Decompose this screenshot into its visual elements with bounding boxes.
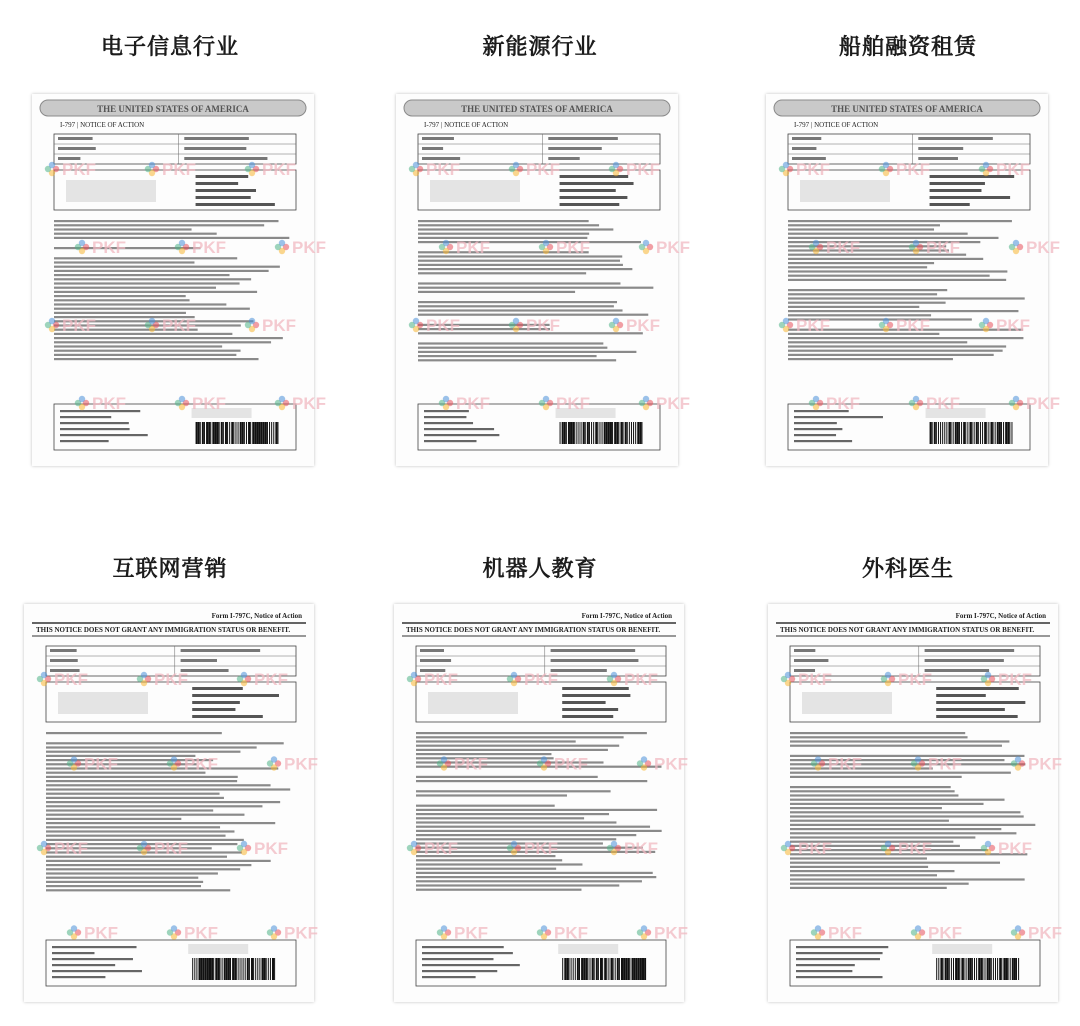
svg-text:PKF: PKF	[92, 238, 126, 257]
pkf-watermark	[237, 839, 288, 858]
pkf-watermark	[145, 160, 196, 179]
svg-text:PKF: PKF	[54, 670, 88, 689]
pkf-watermark	[1011, 924, 1062, 943]
form-title: Form I-797C, Notice of Action	[211, 612, 302, 620]
svg-text:PKF: PKF	[524, 670, 558, 689]
svg-text:PKF: PKF	[896, 316, 930, 335]
pkf-watermark	[45, 160, 96, 179]
svg-text:PKF: PKF	[626, 160, 660, 179]
svg-text:PKF: PKF	[426, 316, 460, 335]
svg-text:PKF: PKF	[998, 670, 1032, 689]
svg-text:PKF: PKF	[84, 923, 118, 943]
svg-text:PKF: PKF	[262, 160, 296, 179]
svg-text:PKF: PKF	[154, 839, 188, 858]
pkf-watermark	[609, 160, 660, 179]
svg-text:PKF: PKF	[656, 238, 690, 257]
svg-text:PKF: PKF	[554, 754, 588, 774]
pkf-watermark	[245, 316, 296, 335]
pkf-watermark	[267, 924, 318, 943]
svg-text:PKF: PKF	[424, 839, 458, 858]
card-title: 外科医生	[861, 557, 954, 582]
svg-text:PKF: PKF	[192, 394, 226, 413]
svg-text:PKF: PKF	[654, 754, 688, 774]
document-scan	[396, 94, 690, 466]
svg-text:PKF: PKF	[554, 923, 588, 943]
svg-text:PKF: PKF	[926, 394, 960, 413]
pkf-watermark	[439, 238, 490, 257]
svg-text:PKF: PKF	[262, 316, 296, 335]
pkf-watermark	[879, 160, 930, 179]
svg-text:PKF: PKF	[254, 670, 288, 689]
document-scan	[394, 604, 688, 1002]
form-title: I-797 | NOTICE OF ACTION	[794, 121, 879, 129]
pkf-watermark	[909, 238, 960, 257]
pkf-watermark	[275, 238, 326, 257]
svg-text:PKF: PKF	[456, 238, 490, 257]
pkf-watermark	[779, 160, 830, 179]
pkf-watermark	[407, 670, 458, 689]
svg-text:PKF: PKF	[928, 923, 962, 943]
svg-text:PKF: PKF	[626, 316, 660, 335]
svg-text:PKF: PKF	[284, 923, 318, 943]
svg-text:PKF: PKF	[998, 839, 1032, 858]
document-scan	[24, 604, 318, 1002]
svg-text:PKF: PKF	[1028, 923, 1062, 943]
svg-text:PKF: PKF	[524, 839, 558, 858]
pkf-watermark	[167, 924, 218, 943]
svg-text:PKF: PKF	[796, 316, 830, 335]
svg-text:PKF: PKF	[1028, 754, 1062, 774]
pkf-watermark	[267, 755, 318, 774]
pkf-watermark	[409, 316, 460, 335]
svg-text:PKF: PKF	[798, 670, 832, 689]
pkf-watermark	[539, 238, 590, 257]
form-title: I-797 | NOTICE OF ACTION	[424, 121, 509, 129]
pkf-watermark	[137, 670, 188, 689]
header-text: THIS NOTICE DOES NOT GRANT ANY IMMIGRATION STATUS OR BENEFIT.	[406, 626, 661, 634]
pkf-watermark	[909, 394, 960, 413]
header-text: THE UNITED STATES OF AMERICA	[97, 104, 249, 114]
svg-text:PKF: PKF	[654, 923, 688, 943]
svg-text:PKF: PKF	[62, 160, 96, 179]
pkf-watermark	[507, 670, 558, 689]
card-title: 新能源行业	[482, 35, 598, 60]
svg-text:PKF: PKF	[898, 670, 932, 689]
document-scan	[766, 94, 1060, 466]
pkf-watermark	[539, 394, 590, 413]
svg-text:PKF: PKF	[826, 238, 860, 257]
svg-text:PKF: PKF	[292, 394, 326, 413]
card-title: 船舶融资租赁	[838, 35, 977, 60]
pkf-watermark	[911, 924, 962, 943]
svg-text:PKF: PKF	[424, 670, 458, 689]
pkf-watermark	[811, 924, 862, 943]
svg-text:PKF: PKF	[1026, 394, 1060, 413]
document-thumbnail[interactable]	[766, 94, 1060, 466]
svg-text:PKF: PKF	[624, 839, 658, 858]
svg-text:PKF: PKF	[926, 238, 960, 257]
pkf-watermark	[37, 839, 88, 858]
svg-text:PKF: PKF	[898, 839, 932, 858]
pkf-watermark	[637, 755, 688, 774]
header-text: THIS NOTICE DOES NOT GRANT ANY IMMIGRATION STATUS OR BENEFIT.	[36, 626, 291, 634]
card-title: 电子信息行业	[100, 35, 239, 60]
svg-text:PKF: PKF	[454, 923, 488, 943]
svg-text:PKF: PKF	[896, 160, 930, 179]
document-thumbnail[interactable]	[396, 94, 690, 466]
document-thumbnail[interactable]	[32, 94, 326, 466]
pkf-watermark	[979, 316, 1030, 335]
svg-text:PKF: PKF	[828, 923, 862, 943]
svg-text:PKF: PKF	[162, 160, 196, 179]
form-title: Form I-797C, Notice of Action	[581, 612, 672, 620]
pkf-watermark	[175, 394, 226, 413]
svg-text:PKF: PKF	[556, 394, 590, 413]
form-title: I-797 | NOTICE OF ACTION	[60, 121, 145, 129]
svg-text:PKF: PKF	[526, 316, 560, 335]
pkf-watermark	[879, 316, 930, 335]
svg-text:PKF: PKF	[84, 754, 118, 774]
svg-text:PKF: PKF	[192, 238, 226, 257]
pkf-watermark	[537, 924, 588, 943]
card-title: 机器人教育	[482, 557, 598, 582]
header-text: THE UNITED STATES OF AMERICA	[831, 104, 983, 114]
header-text: THE UNITED STATES OF AMERICA	[461, 104, 613, 114]
svg-text:PKF: PKF	[454, 754, 488, 774]
form-title: Form I-797C, Notice of Action	[955, 612, 1046, 620]
svg-text:PKF: PKF	[556, 238, 590, 257]
pkf-watermark	[781, 670, 832, 689]
svg-text:PKF: PKF	[162, 316, 196, 335]
pkf-watermark	[67, 924, 118, 943]
svg-text:PKF: PKF	[62, 316, 96, 335]
pkf-watermark	[237, 670, 288, 689]
svg-text:PKF: PKF	[154, 670, 188, 689]
pkf-watermark	[981, 670, 1032, 689]
svg-text:PKF: PKF	[1026, 238, 1060, 257]
svg-text:PKF: PKF	[928, 754, 962, 774]
pkf-watermark	[779, 316, 830, 335]
document-thumbnail[interactable]	[768, 604, 1062, 1002]
pkf-watermark	[781, 839, 832, 858]
svg-text:PKF: PKF	[456, 394, 490, 413]
svg-text:PKF: PKF	[796, 160, 830, 179]
svg-text:PKF: PKF	[254, 839, 288, 858]
pkf-watermark	[607, 670, 658, 689]
pkf-watermark	[37, 670, 88, 689]
svg-text:PKF: PKF	[184, 754, 218, 774]
pkf-watermark	[809, 238, 860, 257]
pkf-watermark	[439, 394, 490, 413]
svg-text:PKF: PKF	[996, 316, 1030, 335]
pkf-watermark	[639, 238, 690, 257]
svg-text:PKF: PKF	[826, 394, 860, 413]
pkf-watermark	[809, 394, 860, 413]
pkf-watermark	[639, 394, 690, 413]
svg-text:PKF: PKF	[426, 160, 460, 179]
svg-text:PKF: PKF	[828, 754, 862, 774]
svg-text:PKF: PKF	[54, 839, 88, 858]
pkf-watermark	[437, 924, 488, 943]
pkf-watermark	[75, 394, 126, 413]
pkf-watermark	[1009, 394, 1060, 413]
svg-text:PKF: PKF	[624, 670, 658, 689]
svg-text:PKF: PKF	[996, 160, 1030, 179]
pkf-watermark	[245, 160, 296, 179]
pkf-watermark	[637, 924, 688, 943]
pkf-watermark	[409, 160, 460, 179]
pkf-watermark	[881, 839, 932, 858]
svg-text:PKF: PKF	[184, 923, 218, 943]
svg-text:PKF: PKF	[526, 160, 560, 179]
svg-text:PKF: PKF	[798, 839, 832, 858]
pkf-watermark	[275, 394, 326, 413]
pkf-watermark	[537, 755, 588, 774]
svg-text:PKF: PKF	[284, 754, 318, 774]
document-scan	[32, 94, 326, 466]
pkf-watermark	[979, 160, 1030, 179]
pkf-watermark	[981, 839, 1032, 858]
pkf-watermark	[509, 160, 560, 179]
document-scan	[768, 604, 1062, 1002]
pkf-watermark	[437, 755, 488, 774]
svg-text:PKF: PKF	[92, 394, 126, 413]
document-thumbnail[interactable]	[394, 604, 688, 1002]
pkf-watermark	[881, 670, 932, 689]
svg-text:PKF: PKF	[656, 394, 690, 413]
pkf-watermark	[407, 839, 458, 858]
pkf-watermark	[1009, 238, 1060, 257]
header-text: THIS NOTICE DOES NOT GRANT ANY IMMIGRATION STATUS OR BENEFIT.	[780, 626, 1035, 634]
pkf-watermark	[45, 316, 96, 335]
document-thumbnail[interactable]	[24, 604, 318, 1002]
card-title: 互联网营销	[112, 557, 228, 582]
pkf-watermark	[609, 316, 660, 335]
svg-text:PKF: PKF	[292, 238, 326, 257]
